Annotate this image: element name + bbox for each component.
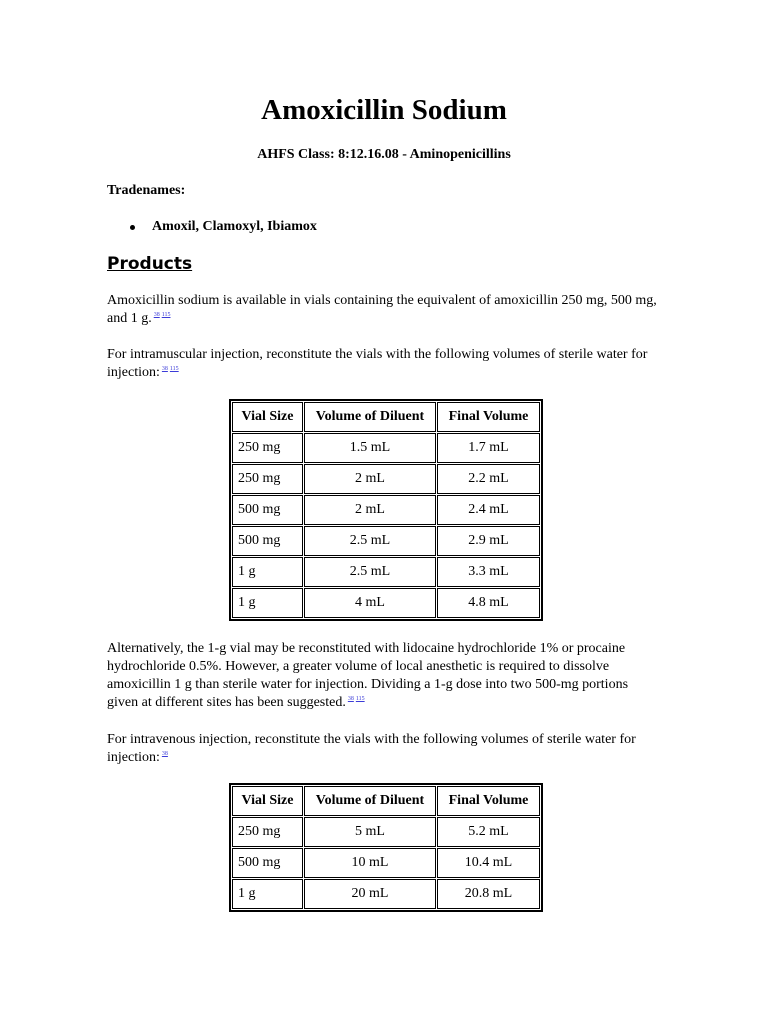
table-intramuscular [229,399,543,621]
paragraph-text: Amoxicillin sodium is available in vials containing the equivalent of amoxicillin 250 mg, 500 mg, and 1 g. [107,293,657,326]
table-row [232,879,540,909]
table-row [232,588,540,618]
reference-link[interactable]: 38 [161,751,168,758]
table-cell: 10 mL [304,848,436,878]
reference-link[interactable]: 38 [161,366,168,373]
table-cell: 20 mL [304,879,436,909]
column-header: Vial Size [232,786,303,816]
reference-link[interactable]: 115 [161,312,171,319]
table-cell: 2.9 mL [437,526,540,556]
column-header: Vial Size [232,402,303,432]
table-cell: 5 mL [304,817,436,847]
table-cell: 10.4 mL [437,848,540,878]
reference-link[interactable]: 115 [169,366,179,373]
table-cell: 500 mg [232,848,303,878]
table-cell: 1.7 mL [437,433,540,463]
table-cell: 3.3 mL [437,557,540,587]
table-cell: 1.5 mL [304,433,436,463]
page-title: Amoxicillin Sodium [261,94,507,126]
table-cell: 1 g [232,879,303,909]
reference-link[interactable]: 115 [355,696,365,703]
table-header-row [232,786,540,816]
reference-link[interactable]: 38 [153,312,160,319]
tradenames-text: Amoxil, Clamoxyl, Ibiamox [152,219,317,234]
table-cell: 250 mg [232,464,303,494]
paragraph-availability [107,292,662,328]
reference-link[interactable]: 38 [347,696,354,703]
column-header: Volume of Diluent [304,402,436,432]
paragraph-text: For intramuscular injection, reconstitute the vials with the following volumes of sterile water for injection: [107,347,648,380]
table-row [232,557,540,587]
table-cell: 2.4 mL [437,495,540,525]
table-cell: 5.2 mL [437,817,540,847]
section-heading-products: Products [107,254,193,274]
column-header: Final Volume [437,786,540,816]
tradenames-item [107,217,317,237]
table-cell: 2 mL [304,464,436,494]
table-cell: 2.5 mL [304,557,436,587]
paragraph-im-intro [107,346,662,382]
table-cell: 4 mL [304,588,436,618]
table-cell: 20.8 mL [437,879,540,909]
table-header-row [232,402,540,432]
table-cell: 1 g [232,557,303,587]
column-header: Volume of Diluent [304,786,436,816]
table-cell: 2 mL [304,495,436,525]
column-header: Final Volume [437,402,540,432]
table-row [232,495,540,525]
table-cell: 500 mg [232,495,303,525]
paragraph-iv-intro [107,731,662,767]
table-cell: 500 mg [232,526,303,556]
table-row [232,464,540,494]
table-cell: 250 mg [232,433,303,463]
tradenames-list [107,217,317,237]
table-row [232,817,540,847]
table-cell: 250 mg [232,817,303,847]
bullet-icon [130,225,135,230]
paragraph-alternative-diluent [107,640,662,712]
table-row [232,848,540,878]
table-cell: 2.2 mL [437,464,540,494]
table-cell: 1 g [232,588,303,618]
paragraph-text: For intravenous injection, reconstitute the vials with the following volumes of sterile water for injection: [107,732,636,765]
tradenames-label: Tradenames: [107,183,186,198]
table-row [232,526,540,556]
ahfs-class: AHFS Class: 8:12.16.08 - Aminopenicillins [257,147,511,162]
table-cell: 4.8 mL [437,588,540,618]
table-row [232,433,540,463]
table-cell: 2.5 mL [304,526,436,556]
table-intravenous [229,783,543,912]
paragraph-text: Alternatively, the 1-g vial may be reconstituted with lidocaine hydrochloride 1% or procaine hydrochloride 0.5%. However, a greater volume of local anesthetic is required to dissolve amoxicillin 1 g than sterile water for injection. Dividing a 1-g dose into two 500-mg portions given at different sites has been suggested. [107,641,629,710]
